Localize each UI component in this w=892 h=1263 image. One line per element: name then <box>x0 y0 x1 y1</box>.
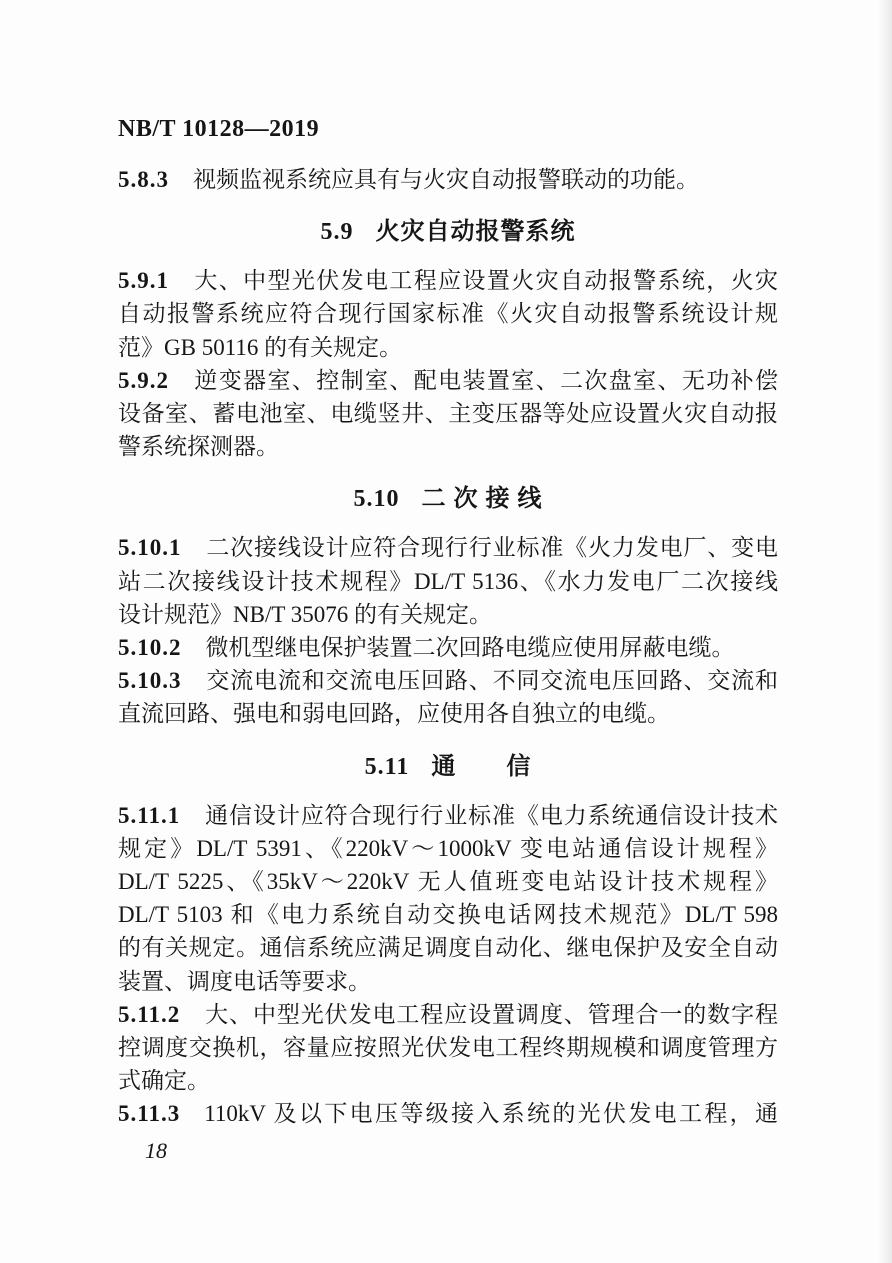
clause-line <box>118 264 778 297</box>
clause-5-11-2 <box>118 998 778 1098</box>
clause-text: 视频监视系统应具有与火灾自动报警联动的功能。 <box>193 167 699 192</box>
clause-text: 微机型继电保护装置二次回路电缆应使用屏蔽电缆。 <box>205 635 735 661</box>
clause-text: 交流电流和交流电压回路、不同交流电压回路、交流和 <box>205 668 778 694</box>
heading-number: 5.11 <box>364 753 410 780</box>
clause-number: 5.9.2 <box>118 367 169 393</box>
section-heading-5-10 <box>118 480 778 518</box>
clause-5-11-1 <box>118 799 778 998</box>
heading-title: 通 信 <box>431 753 532 780</box>
clause-text: 110kV 及以下电压等级接入系统的光伏发电工程，通 <box>204 1101 778 1127</box>
clause-text: 大、中型光伏发电工程应设置火灾自动报警系统，火灾 <box>193 268 778 294</box>
heading-title: 二 次 接 线 <box>421 486 543 513</box>
heading-number: 5.9 <box>320 219 354 246</box>
section-heading-5-9 <box>118 213 778 251</box>
clause-number: 5.10.2 <box>118 635 182 661</box>
clause-line: 范》GB 50116 的有关规定。 <box>118 334 403 360</box>
standard-number: NB/T 10128—2019 <box>118 116 320 142</box>
clause-5-9-1 <box>118 264 778 364</box>
clause-line: DL/T 5225、《35kV～220kV 无人值班变电站设计技术规程》 <box>118 869 778 895</box>
clause-line <box>118 998 778 1031</box>
clause-5-8-3 <box>118 163 778 196</box>
clause-line: 控调度交换机，容量应按照光伏发电工程终期规模和调度管理方 <box>118 1035 778 1061</box>
section-heading-5-11 <box>118 748 778 786</box>
heading-title: 火灾自动报警系统 <box>375 219 576 246</box>
clause-text: 大、中型光伏发电工程应设置调度、管理合一的数字程 <box>204 1001 778 1027</box>
clause-5-10-1 <box>118 531 778 631</box>
page-content <box>118 116 778 1131</box>
clause-text: 逆变器室、控制室、配电装置室、二次盘室、无功补偿 <box>193 367 778 393</box>
clause-line: 直流回路、强电和弱电回路，应使用各自独立的电缆。 <box>118 701 670 727</box>
clause-5-10-3 <box>118 664 778 730</box>
clause-5-11-3 <box>118 1097 778 1130</box>
clause-number: 5.8.3 <box>118 167 169 192</box>
clause-line <box>118 364 778 397</box>
clause-line <box>118 163 778 196</box>
clause-number: 5.10.3 <box>118 668 182 694</box>
clause-line <box>118 1097 778 1130</box>
clause-number: 5.11.3 <box>118 1101 181 1127</box>
clause-line: 设备室、蓄电池室、电缆竖井、主变压器等处应设置火灾自动报 <box>118 401 778 427</box>
heading-number: 5.10 <box>353 486 400 513</box>
clause-line <box>118 664 778 697</box>
page-number: 18 <box>145 1138 167 1163</box>
clause-text: 通信设计应符合现行行业标准《电力系统通信设计技术 <box>204 802 778 828</box>
clause-line <box>118 799 778 832</box>
clause-number: 5.11.1 <box>118 802 181 828</box>
clause-line: 规定》DL/T 5391、《220kV～1000kV 变电站通信设计规程》 <box>118 835 778 861</box>
clause-number: 5.11.2 <box>118 1001 181 1027</box>
clause-line: 装置、调度电话等要求。 <box>118 968 371 994</box>
clause-text: 二次接线设计应符合现行行业标准《火力发电厂、变电 <box>205 535 778 561</box>
clause-line: 设计规范》NB/T 35076 的有关规定。 <box>118 601 492 627</box>
clause-line: DL/T 5103 和《电力系统自动交换电话网技术规范》DL/T 598 <box>118 902 778 928</box>
clause-line <box>118 531 778 564</box>
clause-number: 5.9.1 <box>118 268 169 294</box>
clause-line: 自动报警系统应符合现行国家标准《火灾自动报警系统设计规 <box>118 301 778 327</box>
scan-edge-shadow <box>878 0 892 1263</box>
clause-line <box>118 631 778 664</box>
clause-number: 5.10.1 <box>118 535 182 561</box>
clause-line: 的有关规定。通信系统应满足调度自动化、继电保护及安全自动 <box>118 935 778 961</box>
clause-5-10-2 <box>118 631 778 664</box>
clause-5-9-2 <box>118 364 778 464</box>
clause-line: 式确定。 <box>118 1068 210 1094</box>
clause-line: 警系统探测器。 <box>118 434 279 460</box>
clause-line: 站二次接线设计技术规程》DL/T 5136、《水力发电厂二次接线 <box>118 568 778 594</box>
